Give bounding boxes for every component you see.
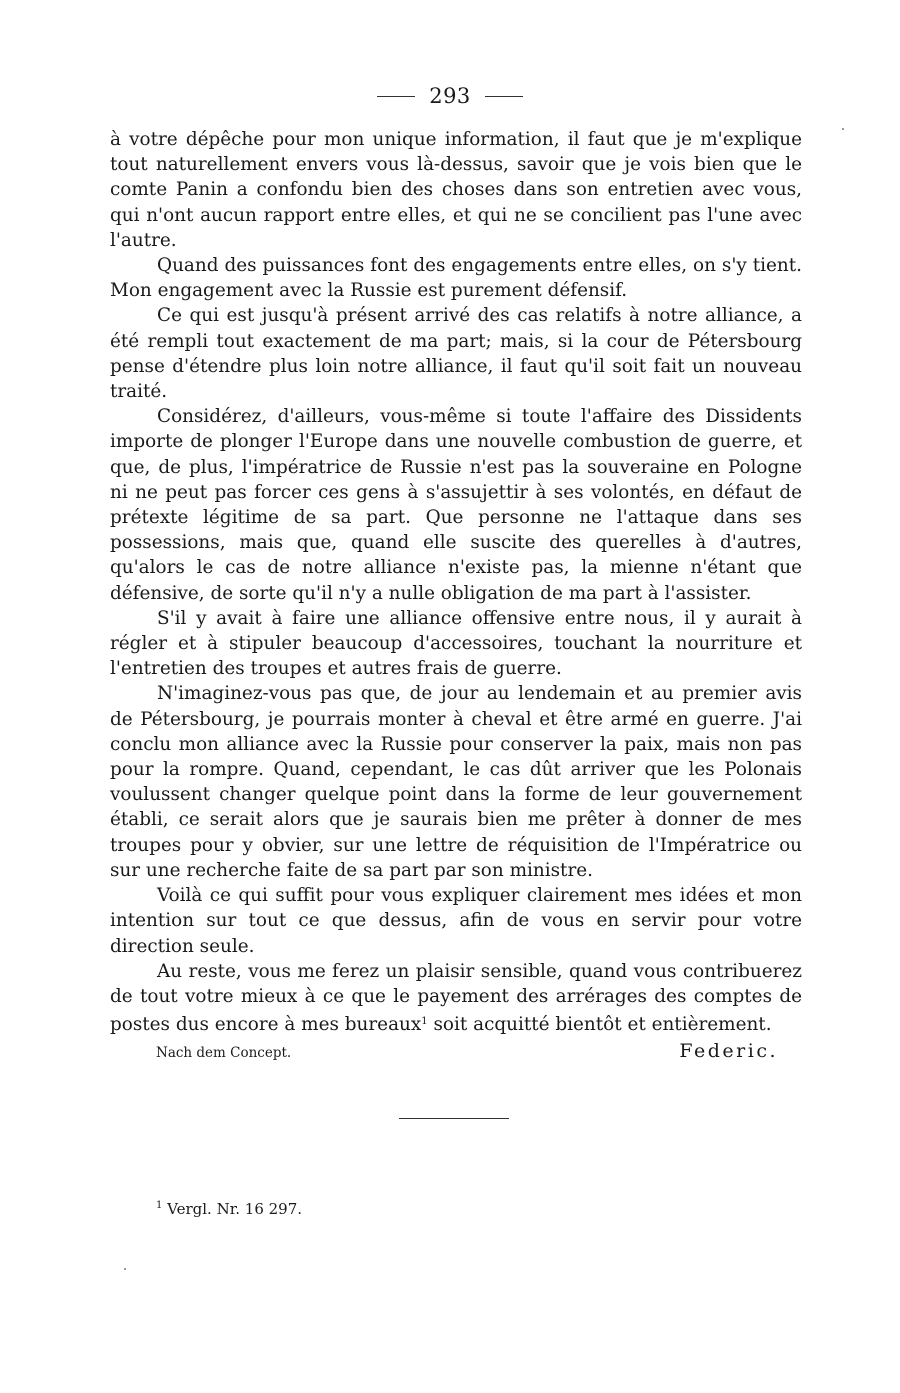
letter-closing <box>110 1039 802 1066</box>
paragraph-6: N'imaginez-vous pas que, de jour au lendemain et au premier avis de Pétersbourg, je pourrais monter à cheval et être armé en guerre. J'ai conclu mon alliance avec la Russie pour conserver la paix, mais non pas pour la rompre. Quand, cependant, le cas dût arriver que les Polonais voulussent changer quelque point dans la forme de leur gouvernement établi, ce serait alors que je saurais bien me prêter à donner de mes troupes pour y obvier, sur une lettre de réquisition de l'Impératrice ou sur une recherche faite de sa part par son ministre. <box>110 683 802 881</box>
letter-body <box>110 127 802 1067</box>
paper-speck <box>842 128 844 130</box>
header-dash-left <box>377 96 415 97</box>
paragraph-8-text: Au reste, vous me ferez un plaisir sensible, quand vous contribuerez de tout votre mieux à ce que le payement des arrérages des comptes de postes dus encore à mes bureaux <box>110 960 802 1036</box>
section-divider <box>399 1118 509 1119</box>
paragraph-4: Considérez, d'ailleurs, vous-même si toute l'affaire des Dissidents importe de plonger l'Europe dans une nouvelle combustion de guerre, et que, de plus, l'impératrice de Russie n'est pas la souveraine en Pologne ni ne peut pas forcer ces gens à s'assujettir à ses volontés, en défaut de prétexte légitime de sa part. Que personne ne l'attaque dans ses possessions, mais que, quand elle suscite des querelles à d'autres, qu'alors le cas de notre alliance n'existe pas, la mienne n'étant que défensive, de sorte qu'il n'y a nulle obligation de ma part à l'assister. <box>110 406 802 604</box>
paragraph-8-end: soit acquitté bientôt et entièrement. <box>427 1014 772 1036</box>
paragraph-7: Voilà ce qui suffit pour vous expliquer clairement mes idées et mon intention sur tout ce que dessus, afin de vous en servir pour votre direction seule. <box>110 885 802 957</box>
footnote-marker: 1 <box>156 1200 163 1211</box>
paragraph-3: Ce qui est jusqu'à présent arrivé des cas relatifs à notre alliance, a été rempli tout exactement de ma part; mais, si la cour de Pétersbourg pense d'étendre plus loin notre alliance, il faut qu'il soit fait un nouveau traité. <box>110 305 802 403</box>
page-number: 293 <box>429 84 471 108</box>
paragraph-8 <box>110 959 802 1038</box>
header-dash-right <box>485 96 523 97</box>
footnote-reference[interactable]: 1 <box>421 1016 428 1028</box>
paragraph-5: S'il y avait à faire une alliance offensive entre nous, il y aurait à régler et à stipuler beaucoup d'accessoires, touchant la nourriture et l'entretien des troupes et autres frais de guerre. <box>110 607 802 680</box>
source-note: Nach dem Concept. <box>156 1045 292 1062</box>
footnote-text: Vergl. Nr. 16 297. <box>167 1200 303 1218</box>
paper-speck <box>124 1268 126 1270</box>
paragraph-2: Quand des puissances font des engagements entre elles, on s'y tient. Mon engagement avec la Russie est purement défensif. <box>110 255 802 302</box>
signature: Federic. <box>679 1040 778 1063</box>
footnote <box>156 1200 302 1218</box>
page-header <box>0 84 900 108</box>
paragraph-1: à votre dépêche pour mon unique information, il faut que je m'explique tout naturellement envers vous là-dessus, savoir que je vois bien que le comte Panin a confondu bien des choses dans son entretien avec vous, qui n'ont aucun rapport entre elles, et qui ne se concilient pas l'une avec l'autre. <box>110 129 802 251</box>
